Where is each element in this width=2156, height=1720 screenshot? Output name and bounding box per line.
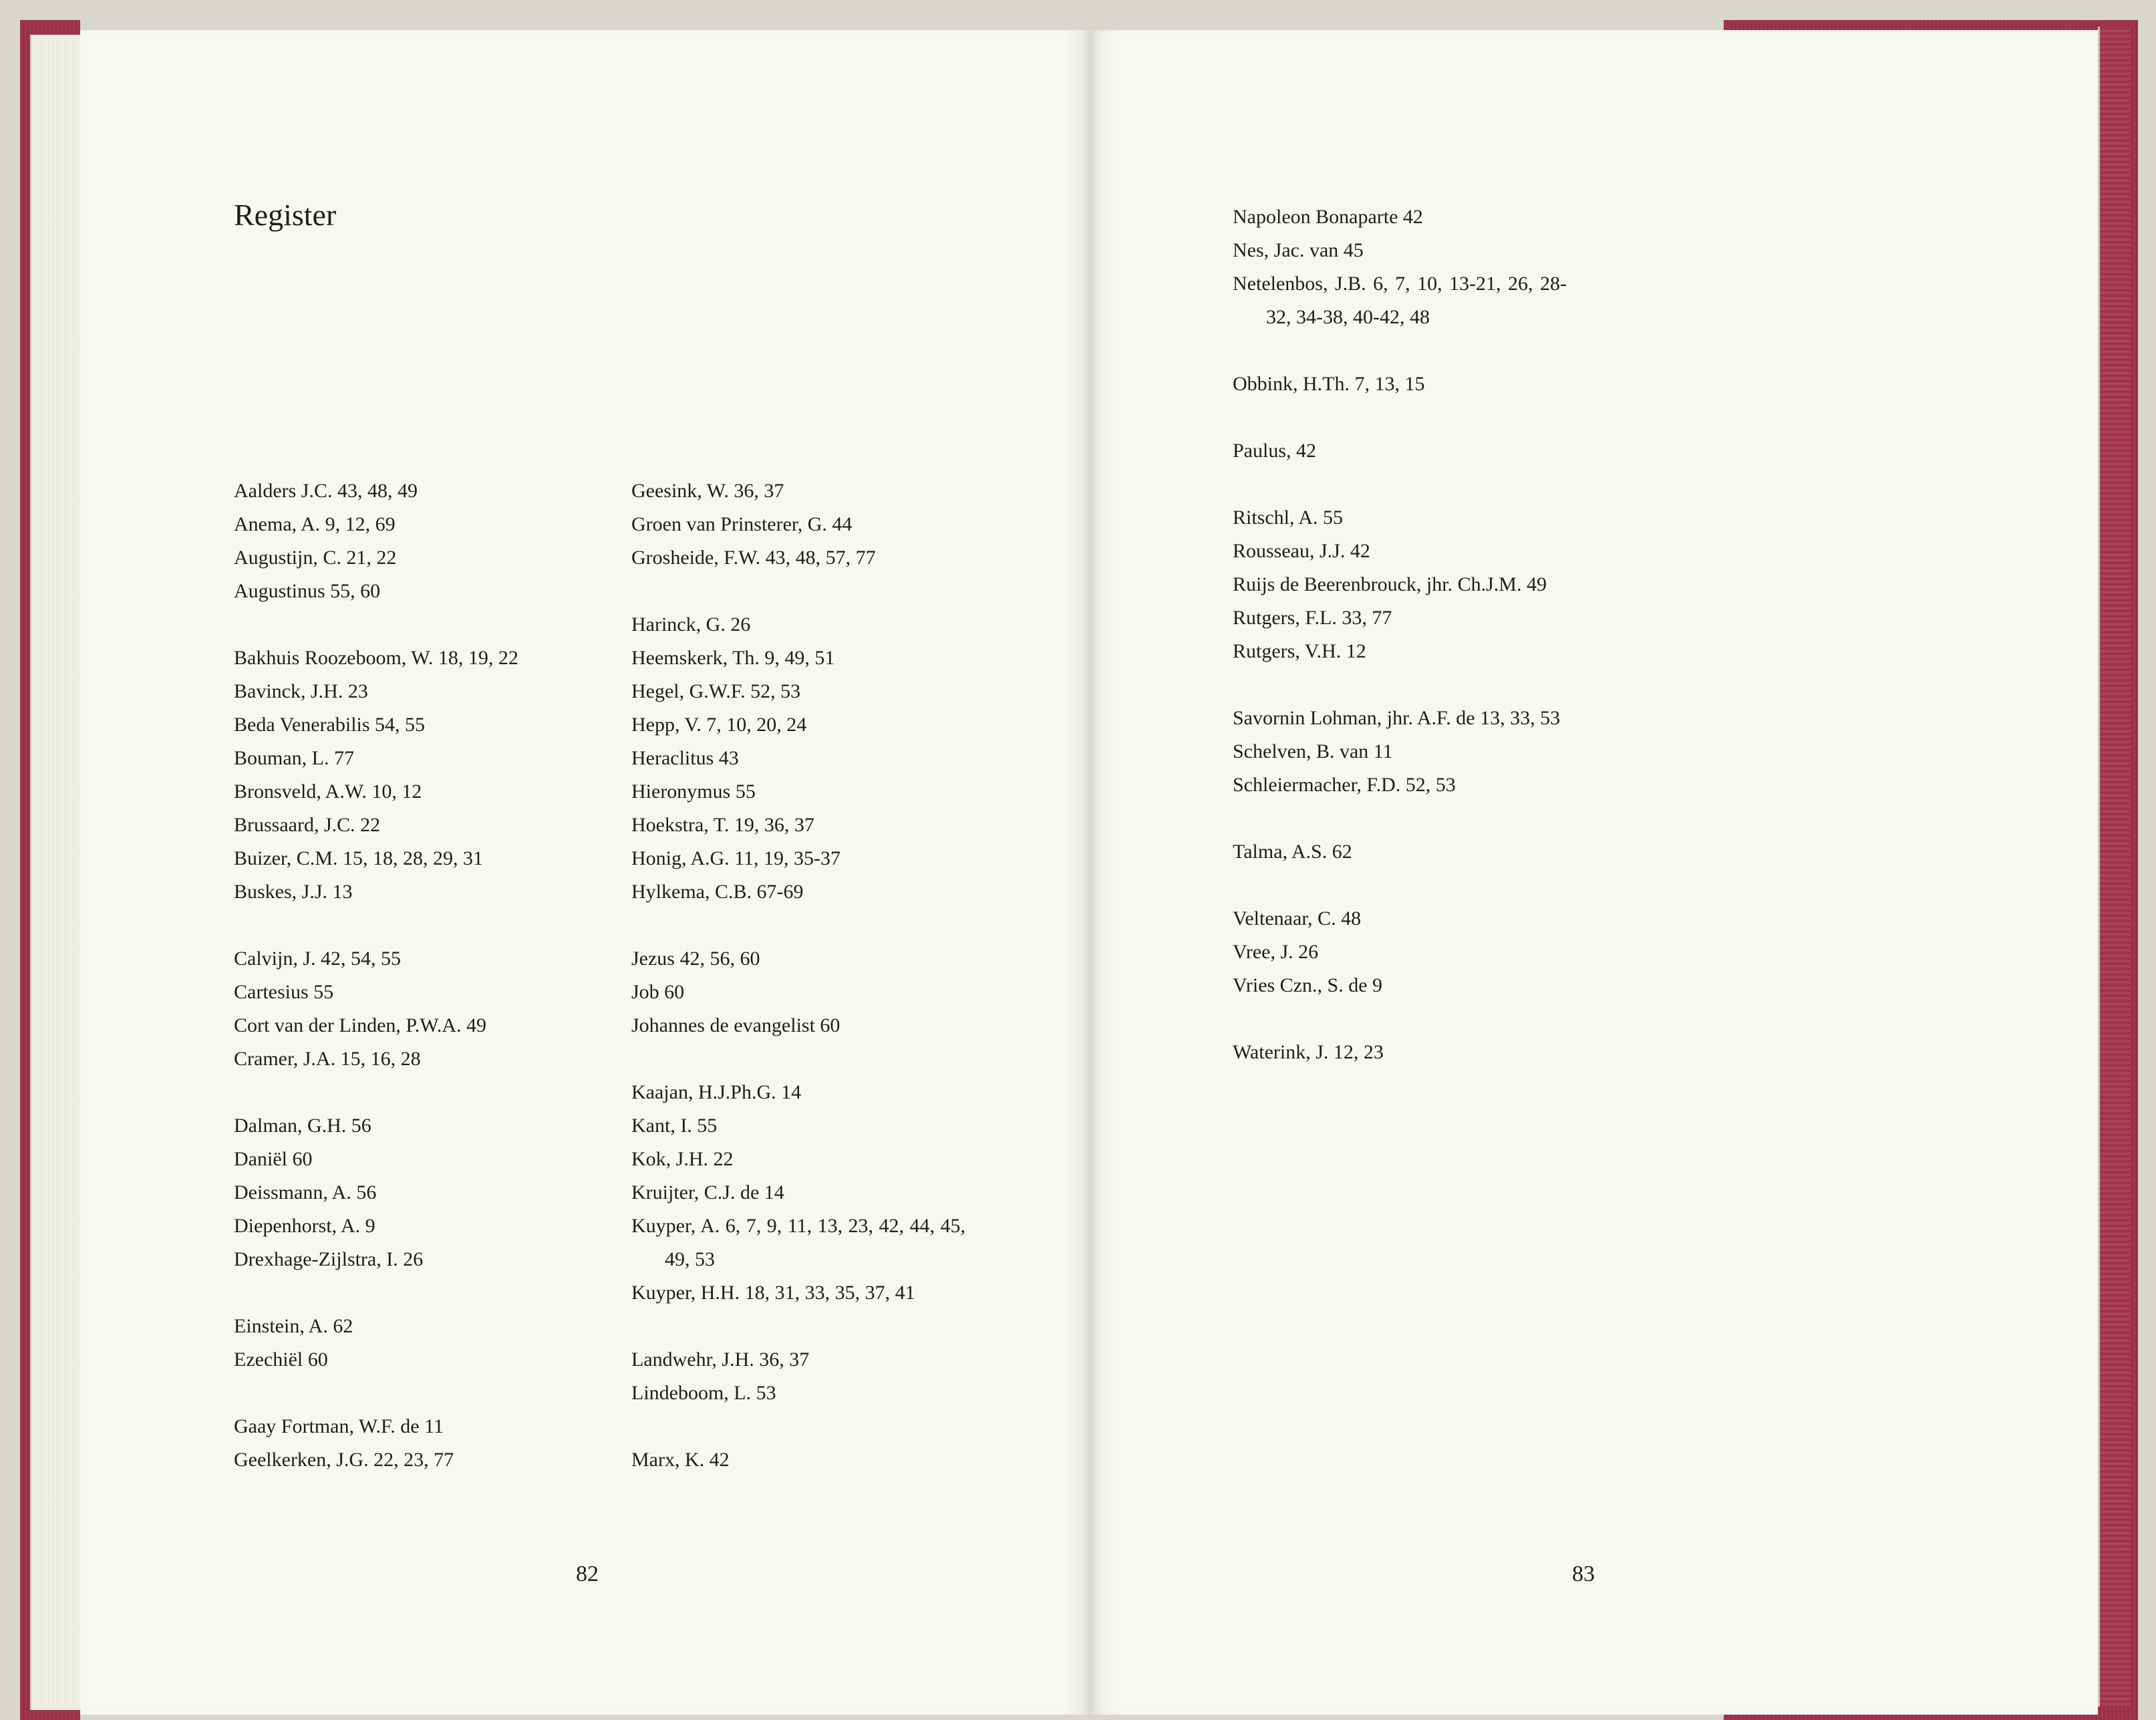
index-entry: Schleiermacher, F.D. 52, 53 <box>1233 774 1456 796</box>
index-entry: Schelven, B. van 11 <box>1233 740 1393 762</box>
index-entry: Honig, A.G. 11, 19, 35-37 <box>631 847 841 869</box>
letter-group-gap <box>234 1076 568 1109</box>
index-entry: Nes, Jac. van 45 <box>1233 239 1364 261</box>
letter-group-gap <box>1233 401 1567 434</box>
index-entry: Ruijs de Beerenbrouck, jhr. Ch.J.M. 49 <box>1233 573 1547 595</box>
letter-group-gap <box>234 608 568 641</box>
index-entry: Johannes de evangelist 60 <box>631 1014 840 1036</box>
index-entry: Geelkerken, J.G. 22, 23, 77 <box>234 1449 454 1471</box>
index-column-3 <box>1233 200 1567 1069</box>
letter-group-gap <box>631 1042 965 1076</box>
letter-group-gap <box>1233 334 1567 368</box>
index-entry: Augustinus 55, 60 <box>234 580 381 602</box>
index-entry: Talma, A.S. 62 <box>1233 841 1352 863</box>
index-entry: Cartesius 55 <box>234 981 334 1003</box>
index-entry: Harinck, G. 26 <box>631 613 751 635</box>
index-entry: Heraclitus 43 <box>631 747 739 769</box>
index-entry: Napoleon Bonaparte 42 <box>1233 206 1423 228</box>
index-entry: Bouman, L. 77 <box>234 747 354 769</box>
index-entry: Landwehr, J.H. 36, 37 <box>631 1348 810 1371</box>
index-entry: Rousseau, J.J. 42 <box>1233 540 1370 562</box>
index-entry: Grosheide, F.W. 43, 48, 57, 77 <box>631 547 876 569</box>
index-entry: Geesink, W. 36, 37 <box>631 480 784 502</box>
index-entry: Augustijn, C. 21, 22 <box>234 547 397 569</box>
index-entry: Cramer, J.A. 15, 16, 28 <box>234 1048 421 1070</box>
index-entry: Beda Venerabilis 54, 55 <box>234 714 426 736</box>
index-entry: Kok, J.H. 22 <box>631 1148 734 1170</box>
index-entry: Vries Czn., S. de 9 <box>1233 974 1383 996</box>
index-entry: Groen van Prinsterer, G. 44 <box>631 513 853 535</box>
index-entry: Waterink, J. 12, 23 <box>1233 1041 1384 1063</box>
index-entry: Bronsveld, A.W. 10, 12 <box>234 780 422 803</box>
index-entry: Kruijter, C.J. de 14 <box>631 1181 784 1203</box>
index-entry: Veltenaar, C. 48 <box>1233 907 1362 929</box>
letter-group-gap <box>1233 869 1567 902</box>
index-entry: Job 60 <box>631 981 685 1003</box>
index-column-2 <box>631 474 965 1477</box>
index-entry: Vree, J. 26 <box>1233 941 1319 963</box>
letter-group-gap <box>631 909 965 942</box>
index-entry: Marx, K. 42 <box>631 1449 730 1471</box>
index-entry: Hylkema, C.B. 67-69 <box>631 881 804 903</box>
index-entry: Aalders J.C. 43, 48, 49 <box>234 480 418 502</box>
index-entry: Buizer, C.M. 15, 18, 28, 29, 31 <box>234 847 483 869</box>
index-entry: Paulus, 42 <box>1233 440 1317 462</box>
index-entry: Hepp, V. 7, 10, 20, 24 <box>631 714 807 736</box>
letter-group-gap <box>234 1377 568 1410</box>
index-entry: Buskes, J.J. 13 <box>234 881 353 903</box>
index-entry: Heemskerk, Th. 9, 49, 51 <box>631 647 835 669</box>
index-entry: Hieronymus 55 <box>631 780 756 803</box>
index-entry: Netelenbos, J.B. 6, 7, 10, 13-21, 26, 28-32, 34-38, 40-42, 48 <box>1233 273 1567 328</box>
index-entry: Gaay Fortman, W.F. de 11 <box>234 1415 444 1437</box>
index-entry: Savornin Lohman, jhr. A.F. de 13, 33, 53 <box>1233 707 1561 729</box>
index-entry: Cort van der Linden, P.W.A. 49 <box>234 1014 487 1036</box>
index-column-1 <box>234 474 568 1477</box>
letter-group-gap <box>1233 668 1567 702</box>
letter-group-gap <box>1233 802 1567 835</box>
letter-group-gap <box>234 1276 568 1310</box>
index-entry: Diepenhorst, A. 9 <box>234 1215 375 1237</box>
letter-group-gap <box>631 1410 965 1443</box>
page-edges <box>30 35 85 1710</box>
letter-group-gap <box>1233 1002 1567 1036</box>
index-entry: Dalman, G.H. 56 <box>234 1115 371 1137</box>
index-entry: Lindeboom, L. 53 <box>631 1382 776 1404</box>
index-entry: Daniël 60 <box>234 1148 313 1170</box>
index-entry: Rutgers, F.L. 33, 77 <box>1233 607 1392 629</box>
letter-group-gap <box>1233 468 1567 501</box>
index-entry: Jezus 42, 56, 60 <box>631 948 760 970</box>
index-entry: Kaajan, H.J.Ph.G. 14 <box>631 1081 802 1103</box>
index-entry: Drexhage-Zijlstra, I. 26 <box>234 1248 424 1270</box>
index-entry: Kuyper, A. 6, 7, 9, 11, 13, 23, 42, 44, 45, 49, 53 <box>631 1215 965 1270</box>
index-entry: Hegel, G.W.F. 52, 53 <box>631 680 801 702</box>
index-entry: Rutgers, V.H. 12 <box>1233 640 1366 662</box>
page-number-right: 83 <box>1572 1562 1595 1586</box>
page-number-left: 82 <box>576 1562 599 1586</box>
index-entry: Ritschl, A. 55 <box>1233 507 1344 529</box>
index-entry: Obbink, H.Th. 7, 13, 15 <box>1233 373 1425 395</box>
index-entry: Calvijn, J. 42, 54, 55 <box>234 948 402 970</box>
index-entry: Kant, I. 55 <box>631 1115 718 1137</box>
index-entry: Hoekstra, T. 19, 36, 37 <box>631 814 814 836</box>
index-entry: Ezechiël 60 <box>234 1348 328 1371</box>
index-entry: Anema, A. 9, 12, 69 <box>234 513 396 535</box>
book-gutter <box>1084 30 1097 1715</box>
letter-group-gap <box>234 909 568 942</box>
letter-group-gap <box>631 1310 965 1343</box>
index-entry: Bakhuis Roozeboom, W. 18, 19, 22 <box>234 647 518 669</box>
letter-group-gap <box>631 575 965 608</box>
index-entry: Deissmann, A. 56 <box>234 1181 377 1203</box>
register-heading: Register <box>234 198 337 232</box>
index-entry: Brussaard, J.C. 22 <box>234 814 381 836</box>
book-spine-edge <box>2098 27 2130 1707</box>
index-entry: Kuyper, H.H. 18, 31, 33, 35, 37, 41 <box>631 1282 915 1304</box>
index-entry: Einstein, A. 62 <box>234 1315 353 1337</box>
index-entry: Bavinck, J.H. 23 <box>234 680 368 702</box>
